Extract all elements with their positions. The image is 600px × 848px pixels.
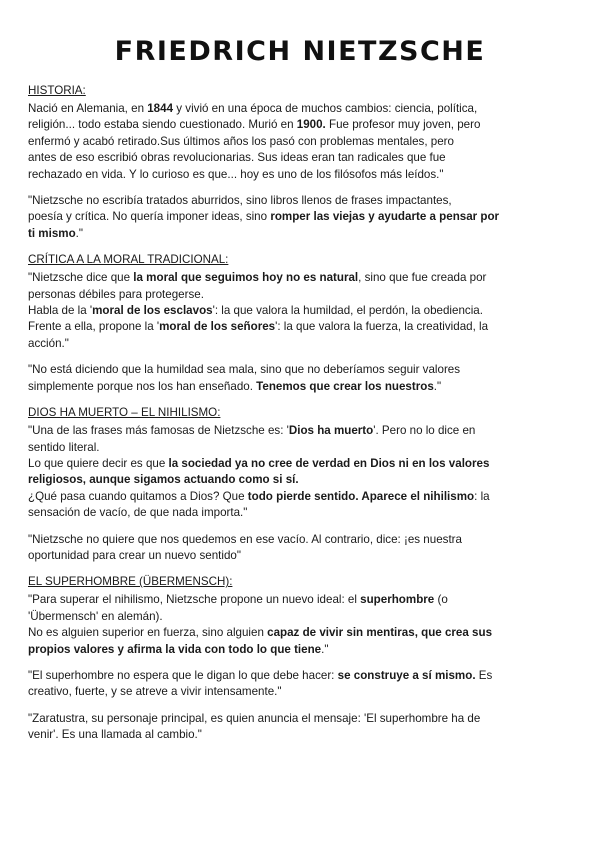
text-run: Lo que quiere decir es que bbox=[28, 456, 169, 470]
text-run: enfermó y acabó retirado.Sus últimos años los pasó con problemas mentales, pero bbox=[28, 134, 454, 148]
section-heading: CRÍTICA A LA MORAL TRADICIONAL: bbox=[28, 253, 229, 267]
paragraph bbox=[28, 193, 572, 242]
paragraph bbox=[28, 532, 572, 565]
text-line bbox=[28, 440, 572, 456]
text-run: antes de eso escribió obras revolucionarias. Sus ideas eran tan radicales que fue bbox=[28, 151, 446, 165]
bold-text: 1900. bbox=[296, 118, 326, 132]
bold-text: moral de los señores bbox=[159, 320, 276, 334]
paragraph bbox=[28, 270, 572, 352]
text-line bbox=[28, 609, 572, 625]
text-line bbox=[28, 505, 572, 521]
text-run: ." bbox=[75, 226, 84, 240]
text-line bbox=[28, 642, 572, 658]
section-heading: EL SUPERHOMBRE (ÜBERMENSCH): bbox=[28, 575, 233, 589]
bold-text: capaz de vivir sin mentiras, que crea sus bbox=[267, 626, 493, 640]
bold-text: Tenemos que crear los nuestros bbox=[256, 379, 434, 393]
paragraph bbox=[28, 711, 572, 744]
text-line bbox=[28, 303, 572, 319]
text-run: No es alguien superior en fuerza, sino alguien bbox=[28, 626, 268, 640]
text-run: oportunidad para crear un nuevo sentido" bbox=[28, 548, 241, 562]
text-run: sentido literal. bbox=[28, 440, 100, 454]
text-line bbox=[28, 668, 572, 684]
text-line bbox=[28, 711, 572, 727]
bold-text: 1844 bbox=[147, 102, 174, 115]
bold-text: la moral que seguimos hoy no es natural bbox=[133, 271, 359, 285]
paragraph bbox=[28, 423, 572, 521]
text-run: rechazado en vida. Y lo curioso es que... hoy es uno de los filósofos más leídos." bbox=[28, 167, 444, 181]
text-line bbox=[28, 150, 572, 166]
text-run: Habla de la ' bbox=[28, 304, 93, 318]
text-line bbox=[28, 117, 572, 133]
text-run: (o bbox=[434, 593, 448, 607]
text-run: , sino que fue creada por bbox=[358, 271, 487, 285]
text-line bbox=[28, 532, 572, 548]
text-line bbox=[28, 592, 572, 608]
text-run: "Nietzsche no escribía tratados aburridos, sino libros llenos de frases impactantes, bbox=[28, 194, 452, 208]
text-run: : la bbox=[474, 489, 490, 503]
text-run: Fue profesor muy joven, pero bbox=[325, 118, 481, 132]
text-run: Nació en Alemania, en bbox=[28, 102, 148, 115]
bold-text: ti mismo bbox=[28, 226, 76, 240]
text-line bbox=[28, 625, 572, 641]
text-run: Frente a ella, propone la ' bbox=[28, 320, 160, 334]
text-line bbox=[28, 193, 572, 209]
text-run: 'Übermensch' en alemán). bbox=[28, 609, 163, 623]
text-run: "No está diciendo que la humildad sea mala, sino que no deberíamos seguir valores bbox=[28, 363, 461, 377]
paragraph bbox=[28, 592, 572, 658]
section-heading: HISTORIA: bbox=[28, 84, 86, 97]
paragraph bbox=[28, 668, 572, 701]
text-run: religión... todo estaba siendo cuestionado. Murió en bbox=[28, 118, 297, 132]
text-run: ': la que valora la humildad, el perdón, la obediencia. bbox=[212, 304, 483, 318]
text-line bbox=[28, 727, 572, 743]
text-run: "Zaratustra, su personaje principal, es quien anuncia el mensaje: 'El superhombre ha de bbox=[28, 711, 481, 725]
text-line bbox=[28, 489, 572, 505]
text-run: creativo, fuerte, y se atreve a vivir intensamente." bbox=[28, 685, 282, 699]
paragraph bbox=[28, 362, 572, 395]
text-line bbox=[28, 134, 572, 150]
bold-text: superhombre bbox=[360, 593, 435, 607]
document-title: FRIEDRICH NIETZSCHE bbox=[114, 36, 486, 67]
text-line bbox=[28, 472, 572, 488]
document-body bbox=[28, 83, 572, 744]
bold-text: moral de los esclavos bbox=[92, 304, 213, 318]
text-line bbox=[28, 319, 572, 335]
text-run: "El superhombre no espera que le digan lo que debe hacer: bbox=[28, 668, 338, 682]
text-run: "Una de las frases más famosas de Nietzsche es: ' bbox=[28, 424, 289, 438]
bold-text: la sociedad ya no cree de verdad en Dios ni en los valores bbox=[168, 456, 490, 470]
text-run: personas débiles para protegerse. bbox=[28, 287, 204, 301]
text-line bbox=[28, 101, 572, 117]
text-line bbox=[28, 287, 572, 303]
text-run: "Nietzsche dice que bbox=[28, 271, 134, 285]
text-line bbox=[28, 684, 572, 700]
text-run: '. Pero no lo dice en bbox=[373, 424, 476, 438]
bold-text: romper las viejas y ayudarte a pensar por bbox=[270, 210, 500, 224]
paragraph bbox=[28, 101, 572, 183]
text-run: "Nietzsche no quiere que nos quedemos en ese vacío. Al contrario, dice: ¡es nuestra bbox=[28, 532, 462, 546]
bold-text: religiosos, aunque sigamos actuando como si sí. bbox=[28, 473, 299, 487]
text-line bbox=[28, 209, 572, 225]
text-run: "Para superar el nihilismo, Nietzsche propone un nuevo ideal: el bbox=[28, 593, 361, 607]
text-line bbox=[28, 548, 572, 564]
text-run: ': la que valora la fuerza, la creatividad, la bbox=[275, 320, 489, 334]
text-run: y vivió en una época de muchos cambios: ciencia, política, bbox=[173, 102, 478, 115]
text-run: poesía y crítica. No quería imponer ideas, sino bbox=[28, 210, 271, 224]
text-line bbox=[28, 362, 572, 378]
text-run: ." bbox=[433, 379, 442, 393]
text-line bbox=[28, 226, 572, 242]
text-run: ." bbox=[321, 642, 329, 656]
text-line bbox=[28, 336, 572, 352]
text-line bbox=[28, 167, 572, 183]
text-line bbox=[28, 270, 572, 286]
text-run: simplemente porque nos los han enseñado. bbox=[28, 379, 257, 393]
text-run: Es bbox=[475, 668, 493, 682]
text-line bbox=[28, 379, 572, 395]
bold-text: Dios ha muerto bbox=[288, 424, 374, 438]
bold-text: propios valores y afirma la vida con todo lo que tiene bbox=[28, 642, 322, 656]
bold-text: se construye a sí mismo. bbox=[337, 668, 476, 682]
text-run: ¿Qué pasa cuando quitamos a Dios? Que bbox=[28, 489, 248, 503]
text-line bbox=[28, 423, 572, 439]
text-run: venir'. Es una llamada al cambio." bbox=[28, 728, 202, 742]
section-heading: DIOS HA MUERTO – EL NIHILISMO: bbox=[28, 406, 221, 420]
text-run: sensación de vacío, de que nada importa." bbox=[28, 506, 248, 520]
text-line bbox=[28, 456, 572, 472]
bold-text: todo pierde sentido. Aparece el nihilismo bbox=[247, 489, 475, 503]
text-run: acción." bbox=[28, 336, 69, 350]
